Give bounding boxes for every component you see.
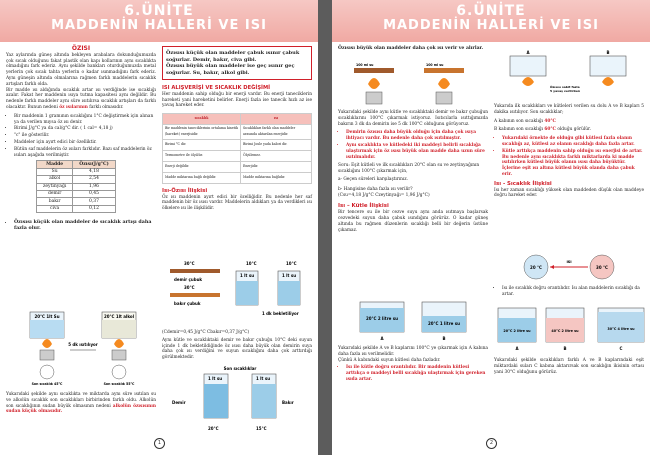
table-header-row: sıcaklık ısı [163,114,312,125]
table-row: Birimi °C dir. Birimi Joule yada kalori dir. [163,139,312,150]
page-number: 1 [154,438,165,449]
left-column-text [338,110,488,233]
label-container: 20°C 2 litre su [365,316,399,321]
label-volume: 100 ml su [356,63,374,67]
label-volume: 1 lt su [282,273,297,278]
label-iron-rod: demir çubuk [174,277,203,282]
label-final-temps: Son sıcaklıklar [223,366,257,371]
flame-icon [368,78,380,89]
list-item: • Bir maddenin 1 gramının sıcaklığını 1°C değiştirmek için alınan ya da verilen mıysa öz ısı denir. [14,114,156,126]
page-title: MADDENİN HALLERİ VE ISI [51,17,267,33]
label-temp: 30 °C [596,265,608,270]
paragraph: Bir madde ısı aldığında sıcaklık artar ısı verdiğinde ise sıcaklığı azalır. Fakat her maddenin ısıya tutma kapasitesi aynı değildir. Bu nedenle farklı maddeler aynı süre ısıtılırsa sıcaklık artışları da farklı olacaktır. Bunun nedeni öz ısılarının farklı olmasıdır. [6,87,156,110]
label-container: 20°C 2 litre su [503,329,531,333]
label-volume: 100 ml su [426,63,444,67]
bullet-list [6,114,156,159]
mixing-figure [496,304,646,356]
alcohol-level [102,320,136,338]
label-duration: 5 dk ısıtılıyor [68,342,98,347]
water-level [278,281,300,305]
container-a [510,56,546,76]
page-left [0,0,318,455]
label-final-alcohol: Son sıcaklık 55°C [103,382,135,386]
section-title-heat-specific: Isı-Özısı İlişkisi [162,187,208,194]
burner-icon [436,92,452,104]
table-row: Su 4,18 [37,168,116,175]
paragraph: Çünkü A kabındaki suyun kütlesi daha fazladır. [338,357,441,363]
table-row: alkol 2,54 [37,176,116,183]
label-temp: 20 °C [530,265,542,270]
table-row: civa 0,12 [37,205,116,212]
flame-icon [114,339,124,348]
list-item: • "c" ile gösterilir. [14,133,156,139]
figure-caption: (Cdemir=0,45 J/g°C Cbakır=0,37 J/g°C) [162,330,250,335]
table-row: Termometre ile ölçülür. Ölçülemez. [163,150,312,161]
paragraph: Yukarıdaki şekilde aynı sıcaklıkta ve miktarda aynı süre ısıtılan su ve alkolün sıcaklık son sıcaklıkları birbirinden farklı oldu. Alkolün son sıcaklığının sudan büyük olmasının nedeni alkolün özısısının sudan küçük olmasıdır. [6,392,157,415]
label-water-temp: 10°C [246,261,257,266]
question-part: b- Hangisine daha fazla ısı verilir? [338,186,413,192]
bullet-list [338,130,488,160]
question: Soru: Eşit kütleli ve ilk sıcaklıkları 20°C olan su ve zeytinyağının sıcaklığını 100°C çıkarmak için, [338,163,480,175]
paragraph: Yukarıda ilk sıcaklıkları ve kütleleri verilen su dolu A ve B kapları 5 dakika ısıtılıyor. Son sıcaklıklar; [494,104,644,115]
water-level [30,320,64,338]
flame-icon [42,339,52,348]
left-column [6,46,156,232]
iron-rod [354,68,394,73]
paragraph: Yukarıdaki şekilde sıcaklıkları farklı A ve B kaplarındaki eşit miktardaki suları C kabına aktarırsak son sıcaklığın ikisinin ortası yani 30°C olduğunu görürüz. [494,358,644,375]
page-header [0,0,318,42]
paragraph: Yukarıdaki şekilde A ve B kaplarını 100°C ye çıkarmak için A kabına daha fazla ısı verilmelidir. [338,346,488,357]
final-temperature-figure [170,364,310,436]
label-b: B [606,50,610,55]
thermometer-readout [40,365,54,379]
paragraph: Yukarıdaki şekilde aynı kütle ve sıcaklıktaki demir ve bakır çubuğun sıcaklıklarını 100°C çıkarmak istiyoruz. Isıtıcılarla ısıttığımızda bakırın 3 dk da demirin ise 5 dk 100°C olduğunu görüyoruz. [338,110,488,127]
table-row: Bir maddenin taneciklerinin ortalama kinetik (hareket) enerjisidir. Sıcaklıkları farklı olan maddeler arasında aktarılan enerjidir. [163,125,312,140]
label-a: A [515,346,519,351]
section-title-ozisi: ÖZISI [71,45,91,52]
container-b [590,56,626,76]
right-column [162,46,312,212]
label-heat: ısı [566,259,572,264]
box-line: Özısısı küçük olan maddeler çabuk ısınır çabuk soğurlar. Demir, bakır, civa gibi. [166,50,300,63]
section-title-heat-mass: Isı – Kütle İlişkisi [338,203,389,210]
given-values: (Csu=4,18 J/g°C Czeytinyağı= 1,96 J/g°C) [338,192,430,198]
label-b: B [563,346,567,351]
table-header-row: Madde Özısı(J/g°C) [37,161,116,168]
heating-figure-ab [498,48,644,94]
page-header [332,0,650,42]
paragraph: Her maddenin sahip olduğu bir enerji vardır. Bu enerji taneciklerin hareketi yani hareketini belirler. Enerji fazla ise tanecik hızlı az ise yavaş hareket eder. [162,91,312,109]
label-a: A [526,50,530,55]
heat-flow-figure [514,252,624,282]
copper-rod [424,68,464,73]
thermometer-readout [112,365,126,379]
arrow-head-icon [550,265,554,269]
statement: Özısısı büyük olan maddeler daha çok ısı verir ve alırlar. [338,46,484,51]
left-column [338,46,488,52]
page-right [332,0,650,455]
unit-label: 6.ÜNİTE [124,3,194,19]
water-level [252,384,276,418]
result-line: B kabının son sıcaklığı 60°C olduğu görülür. [494,127,591,133]
left-column-bottom [338,346,488,384]
copper-rod [170,293,220,297]
paragraph: Bir tencere su ile bir cezve suyu aynı anda ısıtmaya başlarsak cezvedeki suyun daha çabuk ısındığını görürüz. O kadar güneş altında bu rağmen düzenlerin sıcaklığı belli bir değerin üstüne çıkamaz. [338,210,488,233]
result-line: A kabının son sıcaklığı 40°C [494,118,556,124]
label-note: Özısısı sabit fazla [550,85,580,89]
list-item: • Isı ile kütle doğru orantılıdır. Bir maddenin kütlesi arttıkça o maddeyi belli sıcaklığa ulaştırmak için gereken ısıda artar. [346,365,488,382]
label-b: B [442,336,446,341]
label-c: C [619,346,623,351]
label-a: A [380,336,384,341]
paragraph: Öz ısı maddenin ayırt edici bir özelliğidir. Bu nedenle her saf maddenin bir öz ısısı vardır. Maddelerin aldıkları ya da verdikleri ısı ölkelere ısı ile ilişkilidir. [162,194,312,212]
heating-figure-rods [344,62,484,106]
burner-icon [40,350,54,360]
bullet-list [6,219,156,231]
flame-icon [438,78,450,89]
burner-icon [112,350,126,360]
page-gutter [318,0,332,455]
flame-icon [522,77,534,86]
label-rod-temp: 30°C [184,285,195,290]
list-item: • Özısısı küçük olan maddeler de sıcaklık artışı daha fazla olur. [14,219,156,231]
iron-rod [170,269,220,273]
label-water-temp: 10°C [286,261,297,266]
list-item: • Isı ile sıcaklık doğru orantılıdır. Isı alan maddelerin sıcaklığı da artar. [502,286,644,298]
rod-figure [166,257,312,331]
label-water: 20°C 1lt Su [34,314,60,319]
table-row: demir 0,45 [37,190,116,197]
water-level [236,281,258,305]
right-column-mid [494,286,644,299]
label-container: 40°C 2 litre su [551,329,579,333]
paragraph: Yaz aylarında güneş altında bekleyen arabalara dokunduğumuzda çok sıcak olduğunu fakat plastik olan kapı kollarının aynı sıcaklıkta olmadığını fark ederiz. Aynı şekilde bankları oturduğumuzda metal yerlerin çok sıcak tahta yerlerin o kadar ısınmadığını fark ederiz. Aynı güneşin altında olmalarına rağmen farklı maddelerin sıcaklık artışları farklı olda. [6,52,156,87]
label-temp: 20°C [208,426,219,431]
label-copper: Bakır [282,400,294,405]
section-title-heat-temp: Isı - Sıcaklık İlişkisi [494,180,552,187]
page-title: MADDENİN HALLERİ VE ISI [383,17,599,33]
label-volume: 1 lt su [256,376,271,381]
page-number: 2 [486,438,497,449]
table-row: bakır 0,37 [37,198,116,205]
bullet-list [338,365,488,382]
label-container: 20°C 1 litre su [427,321,461,326]
mass-figure [354,300,474,344]
label-wait: 1 dk bekletiliyor [262,311,299,316]
label-copper-rod: bakır çubuk [174,301,201,306]
list-item: • Bütün saf maddelerin öz ısıları farklıdır. Bazı saf maddelerin öz ısıları aşağıda verilmiştir. [14,147,156,159]
label-temp: 15°C [256,426,267,431]
highlight-box [162,46,312,80]
list-item: • Maddeler için ayırt edici bir özelliktir. [14,140,156,146]
label-volume: 1 lt su [208,376,223,381]
heat-temperature-table [162,113,312,184]
table-row: zeytinyağı 1,96 [37,183,116,190]
list-item: • Demirin özısısı daha büyük olduğu için daha çok ısıya ihtiyacı vardır. Bu nedenle daha çok ısıtılmıştır. [346,130,488,142]
section-title-heat-exchange: ISI ALIŞVERİŞİ VE SICAKLIK DEĞİŞİMİ [162,85,271,91]
label-rod-temp: 30°C [184,261,195,266]
heating-figure-water-alcohol [18,310,148,388]
label-iron: Demir [172,400,186,405]
list-item: • Yukarıdaki örnekte de olduğu gibi kütlesi fazla olanın sıcaklığı az, kütlesi az olanın sıcaklığı daha fazla artar. [502,136,644,148]
table-row: Madde miktarına bağlı değildir. Madde miktarına bağlıdır. [163,172,312,183]
label-volume: 1 lt su [240,273,255,278]
bullet-list [494,286,644,298]
paragraph: Isı her zaman sıcaklığı yüksek olan maddeden düşük olan maddeye doğru hareket eder. [494,187,644,199]
list-item: • Birimi J/g°C ya da cal/g°C dir. ( 1 cal= 4,18 j) [14,126,156,132]
burner-icon [366,92,382,104]
unit-label: 6.ÜNİTE [456,3,526,19]
box-line: Özısısı büyük olan maddeler ise geç ısınır geç soğurlar. Su, bakır, alkol gibi. [166,63,295,76]
list-item: • Aynı sıcaklıkta ve kütledeki iki maddeyi belirli sıcaklığa ulaştırmak için öz ısısı büyük olan madde daha uzun süre ısıtılmalıdır. [346,143,488,160]
label-container: 30°C 4 litre su [607,327,635,331]
right-column [494,104,644,199]
specific-heat-table [36,160,116,213]
question-part: a- Geçen süreleri karşılaştırınız. [338,176,408,182]
label-alcohol: 20°C 1lt alkol [103,314,135,319]
label-final-water: Son sıcaklık 45°C [31,382,63,386]
label-note: 5 yavaş verilirken [550,89,581,93]
right-column-bottom [162,330,312,361]
table-row: Enerji değildir. Enerjidir. [163,161,312,172]
paragraph: Aynı kütle ve sıcaklıktaki demir ve bakır çubuğu 10°C deki suyun içinde 1 dk bekletildiğinde öz ısısı daha büyük olan demirin suya daha çok ısı verdiğini ve suyun sıcaklığını daha çok arttırdığı görülmektedir. [162,337,312,361]
bullet-list [494,136,644,178]
water-level [204,384,228,418]
list-item: • Kütle arttıkça maddenin sahip olduğu ısı enerjisi de artar. Bu nedenle aynı sıcaklıkta farklı miktarlarda ki madde ısıtılırken kütlesi büyük olanın ısısı daha büyüktür. İçlerine eşit ısı altına kütlesi büyük olanda daha çabuk erir. [502,149,644,178]
flame-icon [602,77,614,86]
